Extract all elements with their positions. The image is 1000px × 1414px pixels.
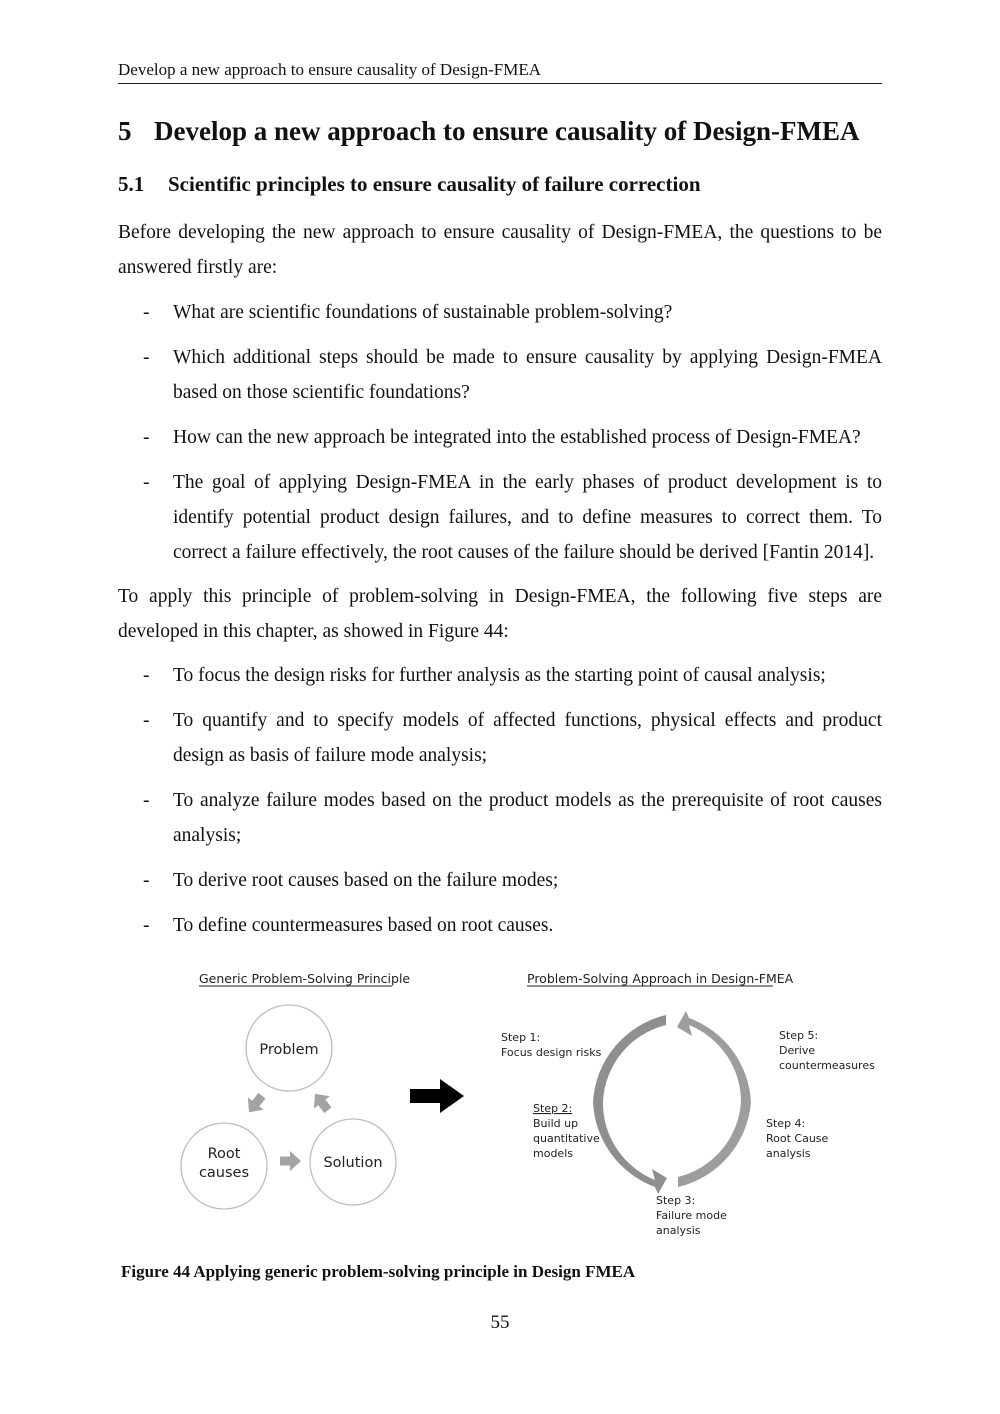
section-number: 5.1 (118, 172, 145, 196)
running-header: Develop a new approach to ensure causality of Design-FMEA (118, 60, 882, 84)
bullet-dash: - (143, 302, 150, 323)
list-item (118, 703, 882, 773)
bullet-dash: - (143, 710, 150, 731)
steps-list (118, 658, 882, 953)
step-5-label: Step 5: Derive countermeasures (779, 1029, 875, 1072)
list-item-text: To derive root causes based on the failure modes; (173, 870, 559, 891)
figure-44 (170, 965, 890, 1250)
list-item-text: To focus the design risks for further analysis as the starting point of causal analysis; (173, 665, 826, 686)
questions-list (118, 295, 882, 580)
list-item (118, 420, 882, 455)
list-item (118, 465, 882, 570)
figure-diagram (170, 965, 890, 1250)
figure-caption: Figure 44 Applying generic problem-solving principle in Design FMEA (121, 1262, 636, 1281)
cycle-arrow-bottom (280, 1151, 301, 1171)
right-panel-title: Problem-Solving Approach in Design-FMEA (527, 971, 794, 986)
section-heading (118, 172, 701, 197)
section-title: Scientific principles to ensure causality of failure correction (168, 172, 701, 196)
arrow-right-icon (410, 1079, 464, 1113)
list-item-text: What are scientific foundations of sustainable problem-solving? (173, 302, 673, 323)
list-item (118, 340, 882, 410)
chapter-title: Develop a new approach to ensure causality of Design-FMEA (154, 116, 860, 146)
solution-label: Solution (323, 1155, 383, 1171)
list-item-text: The goal of applying Design-FMEA in the early phases of product development is to identify potential product design failures, and to define measures to correct them. To correct a failure effectively, the root causes of the failure should be derived [Fantin 2014]. (173, 472, 882, 563)
page-number: 55 (490, 1312, 510, 1333)
step-1-label: Step 1: Focus design risks (501, 1031, 602, 1059)
list-item-text: To analyze failure modes based on the product models as the prerequisite of root causes analysis; (173, 790, 882, 846)
cycle-arc-right (677, 1011, 751, 1187)
bullet-dash: - (143, 347, 150, 368)
bullet-dash: - (143, 665, 150, 686)
bullet-dash: - (143, 427, 150, 448)
bullet-dash: - (143, 870, 150, 891)
bullet-dash: - (143, 472, 150, 493)
chapter-heading (118, 116, 859, 147)
intro-paragraph: Before developing the new approach to ensure causality of Design-FMEA, the questions to be answered firstly are: (118, 222, 882, 278)
bullet-dash: - (143, 790, 150, 811)
list-item (118, 658, 882, 693)
problem-label: Problem (259, 1042, 319, 1058)
chapter-number: 5 (118, 116, 132, 146)
left-panel-title: Generic Problem-Solving Principle (199, 971, 411, 986)
list-item (118, 295, 882, 330)
bullet-dash: - (143, 915, 150, 936)
steps-paragraph: To apply this principle of problem-solving in Design-FMEA, the following five steps are developed in this chapter, as showed in Figure 44: (118, 586, 882, 642)
list-item-text: To quantify and to specify models of affected functions, physical effects and product design as basis of failure mode analysis; (173, 710, 882, 766)
step-4-label: Step 4: Root Cause analysis (766, 1117, 829, 1160)
step-3-label: Step 3: Failure mode analysis (656, 1194, 727, 1237)
list-item-text: Which additional steps should be made to ensure causality by applying Design-FMEA based on those scientific foundations? (173, 347, 882, 403)
root-causes-label-1: Root (207, 1146, 241, 1162)
list-item (118, 863, 882, 898)
list-item-text: To define countermeasures based on root causes. (173, 915, 554, 936)
step-2-label: Step 2: Build up quantitative models (533, 1102, 600, 1160)
cycle-arc-left (593, 1015, 667, 1194)
root-causes-label-2: causes (198, 1165, 250, 1181)
cycle-arrow-right (307, 1088, 336, 1117)
list-item (118, 908, 882, 943)
cycle-arrow-left (241, 1090, 270, 1119)
list-item (118, 783, 882, 853)
list-item-text: How can the new approach be integrated into the established process of Design-FMEA? (173, 427, 861, 448)
